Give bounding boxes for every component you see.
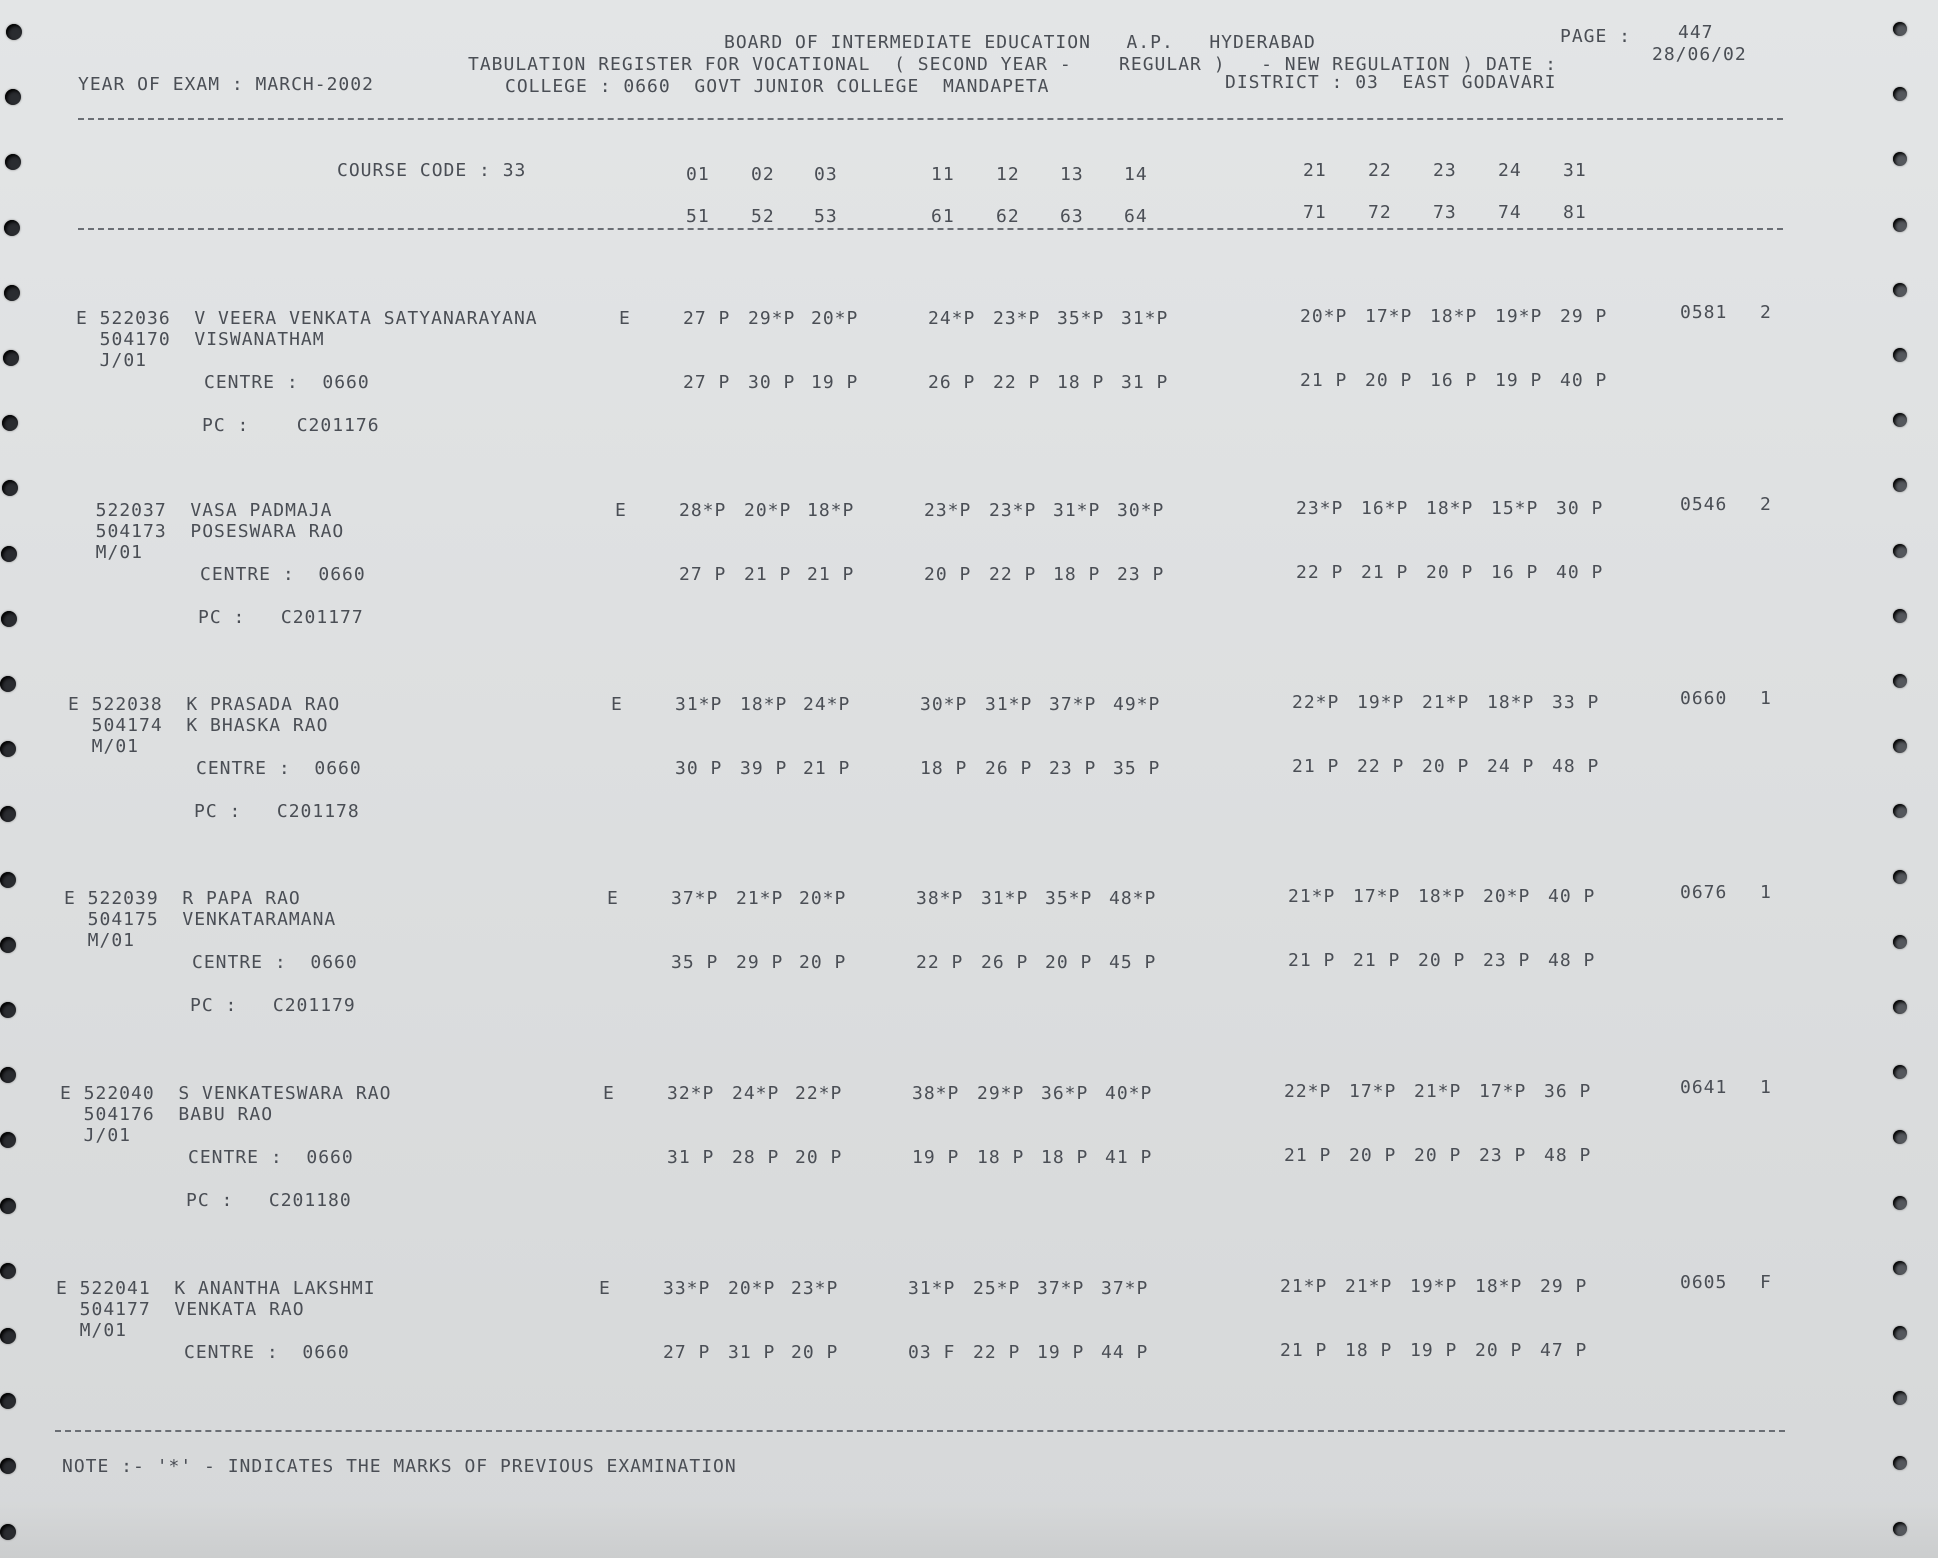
footer-divider <box>55 1430 1785 1432</box>
mark-first-year: 33 P <box>1552 692 1600 713</box>
paper-shadow <box>0 1500 1938 1558</box>
column-code-top: 14 <box>1124 164 1148 185</box>
mark-first-year: 21*P <box>1345 1276 1393 1297</box>
year-of-exam: YEAR OF EXAM : MARCH-2002 <box>78 74 374 95</box>
mark-first-year: 21*P <box>1414 1081 1462 1102</box>
feed-hole-left <box>0 1524 16 1540</box>
mark-first-year: 36*P <box>1041 1083 1089 1104</box>
feed-hole-right <box>1893 87 1907 101</box>
mark-second-year: 20 P <box>795 1147 843 1168</box>
mark-second-year: 22 P <box>916 952 964 973</box>
mark-first-year: 38*P <box>912 1083 960 1104</box>
mark-second-year: 20 P <box>1414 1145 1462 1166</box>
mark-first-year: 20*P <box>811 308 859 329</box>
column-code-bottom: 74 <box>1498 202 1522 223</box>
mark-second-year: 18 P <box>1041 1147 1089 1168</box>
student-group: M/01 <box>56 1320 128 1341</box>
feed-hole-right <box>1893 870 1907 884</box>
mark-second-year: 19 P <box>1495 370 1543 391</box>
student-id-name: E 522039 R PAPA RAO <box>64 888 301 909</box>
student-reg-father: 504175 VENKATARAMANA <box>64 909 337 930</box>
mark-second-year: 22 P <box>989 564 1037 585</box>
column-code-bottom: 73 <box>1433 202 1457 223</box>
feed-hole-left <box>0 741 16 757</box>
mark-second-year: 22 P <box>1296 562 1344 583</box>
mark-second-year: 03 F <box>908 1342 956 1363</box>
feed-hole-right <box>1893 935 1907 949</box>
mark-second-year: 19 P <box>1410 1340 1458 1361</box>
feed-hole-left <box>0 1328 16 1344</box>
mark-second-year: 29 P <box>736 952 784 973</box>
medium-code: E <box>599 1278 611 1299</box>
mark-second-year: 20 P <box>1418 950 1466 971</box>
mark-second-year: 20 P <box>1475 1340 1523 1361</box>
mark-first-year: 25*P <box>973 1278 1021 1299</box>
mark-first-year: 18*P <box>740 694 788 715</box>
column-code-top: 22 <box>1368 160 1392 181</box>
feed-hole-left <box>0 676 16 692</box>
mark-second-year: 23 P <box>1483 950 1531 971</box>
column-code-bottom: 72 <box>1368 202 1392 223</box>
mark-second-year: 31 P <box>728 1342 776 1363</box>
column-code-bottom: 53 <box>814 206 838 227</box>
mark-second-year: 44 P <box>1101 1342 1149 1363</box>
feed-hole-left <box>0 1263 16 1279</box>
course-code: COURSE CODE : 33 <box>337 160 527 181</box>
student-pc: PC : C201177 <box>198 607 364 628</box>
mark-first-year: 37*P <box>671 888 719 909</box>
feed-hole-right <box>1893 1065 1907 1079</box>
mark-first-year: 40*P <box>1105 1083 1153 1104</box>
feed-hole-left <box>0 1132 16 1148</box>
column-code-top: 23 <box>1433 160 1457 181</box>
mark-second-year: 21 P <box>1361 562 1409 583</box>
mark-second-year: 18 P <box>1057 372 1105 393</box>
mark-first-year: 21*P <box>736 888 784 909</box>
column-code-top: 12 <box>996 164 1020 185</box>
mark-second-year: 40 P <box>1556 562 1604 583</box>
mark-first-year: 29*P <box>748 308 796 329</box>
column-code-bottom: 62 <box>996 206 1020 227</box>
mark-first-year: 18*P <box>1426 498 1474 519</box>
page-label: PAGE : <box>1560 26 1632 47</box>
mark-second-year: 18 P <box>1053 564 1101 585</box>
column-code-bottom: 63 <box>1060 206 1084 227</box>
grand-total: 0660 <box>1680 688 1728 709</box>
mark-second-year: 45 P <box>1109 952 1157 973</box>
mark-first-year: 19*P <box>1410 1276 1458 1297</box>
mark-first-year: 29*P <box>977 1083 1025 1104</box>
column-code-top: 03 <box>814 164 838 185</box>
feed-hole-left <box>5 89 21 105</box>
mark-second-year: 20 P <box>1045 952 1093 973</box>
feed-hole-left <box>1 611 17 627</box>
medium-code: E <box>611 694 623 715</box>
column-code-bottom: 61 <box>931 206 955 227</box>
mark-first-year: 48*P <box>1109 888 1157 909</box>
student-centre: CENTRE : 0660 <box>200 564 366 585</box>
mark-second-year: 20 P <box>924 564 972 585</box>
mark-second-year: 23 P <box>1117 564 1165 585</box>
feed-hole-right <box>1893 413 1907 427</box>
result-division: 2 <box>1760 302 1772 323</box>
mark-first-year: 22*P <box>795 1083 843 1104</box>
student-id-name: E 522038 K PRASADA RAO <box>68 694 341 715</box>
grand-total: 0546 <box>1680 494 1728 515</box>
column-code-top: 13 <box>1060 164 1084 185</box>
feed-hole-right <box>1893 609 1907 623</box>
mark-second-year: 26 P <box>985 758 1033 779</box>
mark-second-year: 31 P <box>1121 372 1169 393</box>
column-code-top: 01 <box>686 164 710 185</box>
mark-second-year: 18 P <box>1345 1340 1393 1361</box>
mark-first-year: 21*P <box>1422 692 1470 713</box>
feed-hole-right <box>1893 1196 1907 1210</box>
mark-first-year: 20*P <box>728 1278 776 1299</box>
mark-first-year: 23*P <box>989 500 1037 521</box>
student-reg-father: 504173 POSESWARA RAO <box>72 521 345 542</box>
mark-second-year: 39 P <box>740 758 788 779</box>
mark-second-year: 27 P <box>679 564 727 585</box>
mark-first-year: 37*P <box>1037 1278 1085 1299</box>
mark-second-year: 47 P <box>1540 1340 1588 1361</box>
result-division: 2 <box>1760 494 1772 515</box>
mark-first-year: 35*P <box>1057 308 1105 329</box>
mark-first-year: 20*P <box>744 500 792 521</box>
mark-second-year: 31 P <box>667 1147 715 1168</box>
student-centre: CENTRE : 0660 <box>192 952 358 973</box>
mark-second-year: 19 P <box>912 1147 960 1168</box>
mark-first-year: 31*P <box>985 694 1033 715</box>
mark-first-year: 30 P <box>1556 498 1604 519</box>
mark-second-year: 21 P <box>803 758 851 779</box>
mark-first-year: 37*P <box>1049 694 1097 715</box>
mark-second-year: 21 P <box>1280 1340 1328 1361</box>
feed-hole-right <box>1893 22 1907 36</box>
feed-hole-left <box>1 546 17 562</box>
mark-first-year: 31*P <box>908 1278 956 1299</box>
result-division: F <box>1760 1272 1772 1293</box>
mark-first-year: 36 P <box>1544 1081 1592 1102</box>
mark-first-year: 24*P <box>732 1083 780 1104</box>
mark-first-year: 18*P <box>1487 692 1535 713</box>
student-centre: CENTRE : 0660 <box>188 1147 354 1168</box>
mark-first-year: 15*P <box>1491 498 1539 519</box>
mark-first-year: 37*P <box>1101 1278 1149 1299</box>
mark-second-year: 23 P <box>1049 758 1097 779</box>
result-division: 1 <box>1760 1077 1772 1098</box>
column-code-bottom: 64 <box>1124 206 1148 227</box>
student-group: M/01 <box>64 930 136 951</box>
feed-hole-left <box>2 480 18 496</box>
mark-second-year: 16 P <box>1430 370 1478 391</box>
student-pc: PC : C201180 <box>186 1190 352 1211</box>
medium-code: E <box>619 308 631 329</box>
student-id-name: E 522041 K ANANTHA LAKSHMI <box>56 1278 376 1299</box>
feed-hole-left <box>0 1067 16 1083</box>
feed-hole-right <box>1893 1261 1907 1275</box>
header-divider <box>78 118 1783 120</box>
student-reg-father: 504177 VENKATA RAO <box>56 1299 305 1320</box>
student-id-name: E 522036 V VEERA VENKATA SATYANARAYANA <box>76 308 538 329</box>
column-code-bottom: 51 <box>686 206 710 227</box>
column-code-top: 11 <box>931 164 955 185</box>
mark-first-year: 38*P <box>916 888 964 909</box>
student-reg-father: 504176 BABU RAO <box>60 1104 274 1125</box>
feed-hole-left <box>0 1198 16 1214</box>
feed-hole-right <box>1893 1130 1907 1144</box>
feed-hole-right <box>1893 348 1907 362</box>
student-group: M/01 <box>68 736 140 757</box>
mark-first-year: 21*P <box>1280 1276 1328 1297</box>
column-code-top: 21 <box>1303 160 1327 181</box>
mark-first-year: 21*P <box>1288 886 1336 907</box>
grand-total: 0605 <box>1680 1272 1728 1293</box>
page-number: 447 <box>1678 22 1714 43</box>
mark-second-year: 16 P <box>1491 562 1539 583</box>
feed-hole-right <box>1893 544 1907 558</box>
mark-first-year: 27 P <box>683 308 731 329</box>
mark-first-year: 40 P <box>1548 886 1596 907</box>
student-pc: PC : C201176 <box>202 415 380 436</box>
mark-first-year: 31*P <box>1053 500 1101 521</box>
column-code-top: 31 <box>1563 160 1587 181</box>
mark-second-year: 30 P <box>748 372 796 393</box>
feed-hole-right <box>1893 1391 1907 1405</box>
student-id-name: 522037 VASA PADMAJA <box>72 500 333 521</box>
feed-hole-right <box>1893 478 1907 492</box>
footnote: NOTE :- '*' - INDICATES THE MARKS OF PREVIOUS EXAMINATION <box>62 1456 737 1477</box>
grand-total: 0676 <box>1680 882 1728 903</box>
mark-first-year: 29 P <box>1560 306 1608 327</box>
mark-second-year: 23 P <box>1479 1145 1527 1166</box>
mark-first-year: 19*P <box>1495 306 1543 327</box>
mark-first-year: 33*P <box>663 1278 711 1299</box>
mark-second-year: 18 P <box>977 1147 1025 1168</box>
mark-first-year: 20*P <box>1483 886 1531 907</box>
feed-hole-right <box>1893 283 1907 297</box>
mark-first-year: 24*P <box>928 308 976 329</box>
mark-second-year: 20 P <box>799 952 847 973</box>
feed-hole-left <box>4 220 20 236</box>
mark-second-year: 19 P <box>811 372 859 393</box>
mark-second-year: 30 P <box>675 758 723 779</box>
board-title: BOARD OF INTERMEDIATE EDUCATION A.P. HYDERABAD <box>724 32 1316 53</box>
mark-first-year: 20*P <box>1300 306 1348 327</box>
feed-hole-left <box>0 1002 16 1018</box>
mark-first-year: 18*P <box>1430 306 1478 327</box>
college-info: COLLEGE : 0660 GOVT JUNIOR COLLEGE MANDAPETA <box>505 76 1050 97</box>
feed-hole-left <box>6 24 22 40</box>
column-code-top: 24 <box>1498 160 1522 181</box>
mark-first-year: 24*P <box>803 694 851 715</box>
mark-second-year: 35 P <box>671 952 719 973</box>
mark-second-year: 22 P <box>993 372 1041 393</box>
mark-first-year: 17*P <box>1349 1081 1397 1102</box>
student-centre: CENTRE : 0660 <box>184 1342 350 1363</box>
mark-second-year: 20 P <box>1426 562 1474 583</box>
feed-hole-left <box>0 937 16 953</box>
grand-total: 0641 <box>1680 1077 1728 1098</box>
mark-second-year: 35 P <box>1113 758 1161 779</box>
student-id-name: E 522040 S VENKATESWARA RAO <box>60 1083 392 1104</box>
mark-second-year: 20 P <box>1349 1145 1397 1166</box>
column-code-bottom: 52 <box>751 206 775 227</box>
student-group: J/01 <box>76 350 148 371</box>
feed-hole-left <box>0 1393 16 1409</box>
mark-second-year: 48 P <box>1548 950 1596 971</box>
mark-second-year: 28 P <box>732 1147 780 1168</box>
report-date: 28/06/02 <box>1652 44 1747 65</box>
mark-first-year: 17*P <box>1479 1081 1527 1102</box>
mark-second-year: 20 P <box>1422 756 1470 777</box>
mark-second-year: 26 P <box>928 372 976 393</box>
medium-code: E <box>603 1083 615 1104</box>
student-reg-father: 504174 K BHASKA RAO <box>68 715 329 736</box>
mark-first-year: 28*P <box>679 500 727 521</box>
mark-first-year: 17*P <box>1353 886 1401 907</box>
feed-hole-right <box>1893 739 1907 753</box>
feed-hole-right <box>1893 218 1907 232</box>
mark-first-year: 32*P <box>667 1083 715 1104</box>
student-centre: CENTRE : 0660 <box>196 758 362 779</box>
student-reg-father: 504170 VISWANATHAM <box>76 329 325 350</box>
column-code-top: 02 <box>751 164 775 185</box>
mark-first-year: 23*P <box>1296 498 1344 519</box>
feed-hole-left <box>3 350 19 366</box>
column-code-bottom: 71 <box>1303 202 1327 223</box>
mark-second-year: 21 P <box>1292 756 1340 777</box>
mark-second-year: 21 P <box>1353 950 1401 971</box>
mark-first-year: 19*P <box>1357 692 1405 713</box>
feed-hole-left <box>0 1458 16 1474</box>
mark-second-year: 20 P <box>791 1342 839 1363</box>
mark-second-year: 27 P <box>663 1342 711 1363</box>
mark-second-year: 21 P <box>1288 950 1336 971</box>
feed-hole-right <box>1893 1326 1907 1340</box>
result-division: 1 <box>1760 882 1772 903</box>
mark-second-year: 20 P <box>1365 370 1413 391</box>
feed-hole-right <box>1893 1000 1907 1014</box>
student-centre: CENTRE : 0660 <box>204 372 370 393</box>
mark-second-year: 48 P <box>1544 1145 1592 1166</box>
mark-first-year: 35*P <box>1045 888 1093 909</box>
mark-first-year: 30*P <box>920 694 968 715</box>
mark-first-year: 18*P <box>1475 1276 1523 1297</box>
student-pc: PC : C201179 <box>190 995 356 1016</box>
mark-first-year: 22*P <box>1292 692 1340 713</box>
mark-second-year: 21 P <box>807 564 855 585</box>
mark-first-year: 23*P <box>791 1278 839 1299</box>
mark-second-year: 26 P <box>981 952 1029 973</box>
mark-second-year: 21 P <box>744 564 792 585</box>
mark-first-year: 49*P <box>1113 694 1161 715</box>
mark-first-year: 29 P <box>1540 1276 1588 1297</box>
feed-hole-right <box>1893 674 1907 688</box>
mark-first-year: 31*P <box>1121 308 1169 329</box>
grand-total: 0581 <box>1680 302 1728 323</box>
student-group: J/01 <box>60 1125 132 1146</box>
column-code-bottom: 81 <box>1563 202 1587 223</box>
student-pc: PC : C201178 <box>194 801 360 822</box>
mark-first-year: 23*P <box>993 308 1041 329</box>
mark-first-year: 18*P <box>1418 886 1466 907</box>
mark-first-year: 22*P <box>1284 1081 1332 1102</box>
medium-code: E <box>615 500 627 521</box>
mark-second-year: 19 P <box>1037 1342 1085 1363</box>
mark-second-year: 40 P <box>1560 370 1608 391</box>
feed-hole-left <box>5 154 21 170</box>
feed-hole-right <box>1893 1456 1907 1470</box>
feed-hole-left <box>0 806 16 822</box>
mark-second-year: 24 P <box>1487 756 1535 777</box>
mark-first-year: 18*P <box>807 500 855 521</box>
mark-second-year: 41 P <box>1105 1147 1153 1168</box>
columns-divider <box>78 228 1783 230</box>
feed-hole-left <box>0 872 16 888</box>
medium-code: E <box>607 888 619 909</box>
mark-second-year: 18 P <box>920 758 968 779</box>
feed-hole-left <box>2 415 18 431</box>
mark-first-year: 23*P <box>924 500 972 521</box>
feed-hole-right <box>1893 1522 1907 1536</box>
mark-first-year: 16*P <box>1361 498 1409 519</box>
mark-second-year: 21 P <box>1284 1145 1332 1166</box>
result-division: 1 <box>1760 688 1772 709</box>
mark-second-year: 22 P <box>973 1342 1021 1363</box>
feed-hole-left <box>4 285 20 301</box>
mark-second-year: 22 P <box>1357 756 1405 777</box>
student-group: M/01 <box>72 542 144 563</box>
mark-second-year: 21 P <box>1300 370 1348 391</box>
district-info: DISTRICT : 03 EAST GODAVARI <box>1225 72 1557 93</box>
mark-first-year: 20*P <box>799 888 847 909</box>
feed-hole-right <box>1893 152 1907 166</box>
mark-first-year: 31*P <box>675 694 723 715</box>
mark-second-year: 48 P <box>1552 756 1600 777</box>
mark-first-year: 17*P <box>1365 306 1413 327</box>
mark-second-year: 27 P <box>683 372 731 393</box>
register-title: TABULATION REGISTER FOR VOCATIONAL ( SECOND YEAR - REGULAR ) - NEW REGULATION ) DATE : <box>468 54 1557 75</box>
mark-first-year: 30*P <box>1117 500 1165 521</box>
mark-first-year: 31*P <box>981 888 1029 909</box>
feed-hole-right <box>1893 804 1907 818</box>
